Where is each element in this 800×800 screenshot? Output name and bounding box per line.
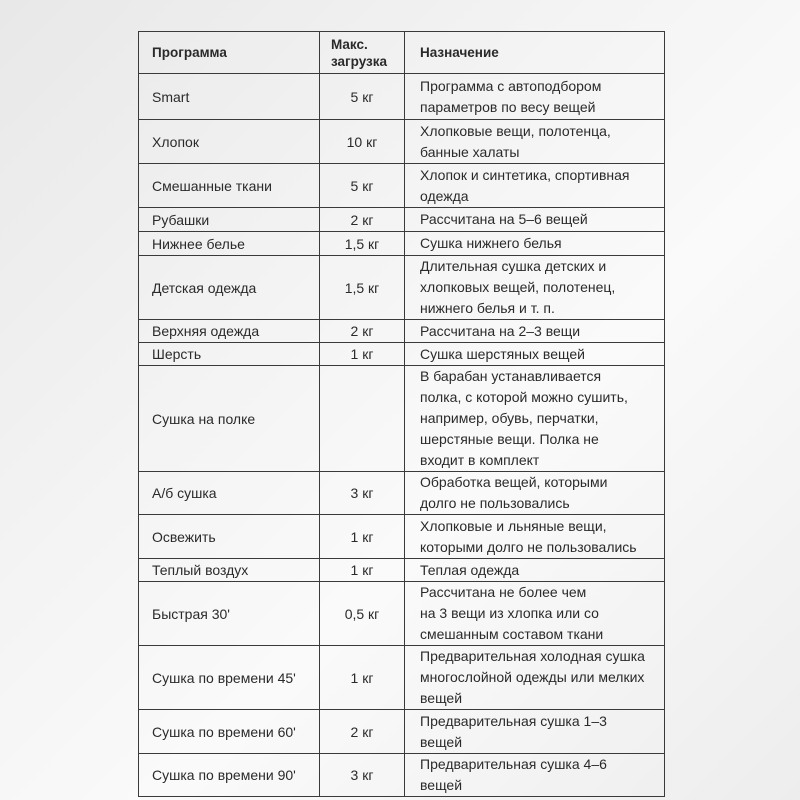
max-load: 1 кг [320, 646, 405, 710]
table-row [139, 646, 665, 710]
drying-programs-table [138, 31, 665, 797]
purpose [405, 710, 665, 754]
table-row [139, 208, 665, 232]
purpose-line: Длительная сушка детских и [420, 258, 607, 274]
header-purpose: Назначение [405, 32, 665, 74]
max-load: 2 кг [320, 710, 405, 754]
purpose [405, 646, 665, 710]
purpose [405, 320, 665, 343]
max-load: 1,5 кг [320, 256, 405, 320]
max-load: 3 кг [320, 754, 405, 797]
purpose-line: например, обувь, перчатки, [420, 410, 599, 426]
purpose-line: вещей [420, 777, 463, 793]
purpose-line: банные халаты [420, 143, 520, 160]
program-name: Нижнее белье [139, 232, 320, 256]
purpose-line: вещей [420, 690, 463, 706]
purpose-line: Сушка шерстяных вещей [420, 345, 585, 362]
purpose-line: Обработка вещей, которыми [420, 474, 608, 490]
purpose-line: входит в комплект [420, 452, 540, 468]
program-name: Рубашки [139, 208, 320, 232]
table-row [139, 232, 665, 256]
purpose-line: хлопковых вещей, полотенец, [420, 279, 616, 295]
program-name: Smart [139, 74, 320, 120]
purpose [405, 559, 665, 582]
purpose-line: нижнего белья и т. п. [420, 300, 555, 316]
table-row [139, 256, 665, 320]
table-row [139, 343, 665, 366]
program-name: Верхняя одежда [139, 320, 320, 343]
header-program: Программа [139, 32, 320, 74]
purpose [405, 472, 665, 515]
purpose-line: которыми долго не пользовались [420, 538, 637, 555]
purpose-line: шерстяные вещи. Полка не [420, 431, 599, 447]
table-row [139, 472, 665, 515]
purpose [405, 120, 665, 164]
table-row [139, 559, 665, 582]
max-load: 2 кг [320, 320, 405, 343]
max-load: 5 кг [320, 74, 405, 120]
purpose-line: Хлопковые вещи, полотенца, [420, 122, 611, 139]
program-name: Сушка на полке [139, 366, 320, 472]
max-load: 3 кг [320, 472, 405, 515]
table-row [139, 120, 665, 164]
purpose-line: смешанным составом ткани [420, 626, 604, 642]
program-name: Сушка по времени 90' [139, 754, 320, 797]
header-max-load [320, 32, 405, 74]
purpose-line: Теплая одежда [420, 561, 520, 578]
purpose-line: Предварительная холодная сушка [420, 648, 645, 664]
purpose-line: Рассчитана не более чем [420, 584, 587, 600]
purpose-line: полка, с которой можно сушить, [420, 389, 628, 405]
purpose-line: одежда [420, 187, 469, 204]
purpose [405, 164, 665, 208]
program-name: Шерсть [139, 343, 320, 366]
purpose [405, 754, 665, 797]
purpose [405, 515, 665, 559]
purpose-line: долго не пользовались [420, 495, 570, 511]
purpose [405, 256, 665, 320]
purpose [405, 582, 665, 646]
program-name: Быстрая 30' [139, 582, 320, 646]
table-row [139, 320, 665, 343]
table-row [139, 754, 665, 797]
purpose-line: на 3 вещи из хлопка или со [420, 605, 599, 621]
program-name: А/б сушка [139, 472, 320, 515]
purpose [405, 208, 665, 232]
purpose-line: параметров по весу вещей [420, 98, 596, 115]
max-load: 1 кг [320, 559, 405, 582]
purpose-line: Программа с автоподбором [420, 77, 602, 94]
program-name: Освежить [139, 515, 320, 559]
max-load: 1 кг [320, 343, 405, 366]
program-name: Хлопок [139, 120, 320, 164]
purpose-line: Предварительная сушка 1–3 [420, 712, 607, 729]
purpose [405, 232, 665, 256]
purpose-line: Хлопок и синтетика, спортивная [420, 166, 630, 183]
max-load [320, 366, 405, 472]
header-max-load-line2: загрузка [331, 53, 388, 69]
max-load: 10 кг [320, 120, 405, 164]
purpose-line: вещей [420, 733, 463, 750]
table-row [139, 366, 665, 472]
purpose-line: Рассчитана на 2–3 вещи [420, 322, 581, 339]
purpose [405, 343, 665, 366]
max-load: 0,5 кг [320, 582, 405, 646]
purpose-line: Рассчитана на 5–6 вещей [420, 211, 588, 227]
purpose-line: многослойной одежды или мелких [420, 669, 645, 685]
program-name: Теплый воздух [139, 559, 320, 582]
purpose-line: Хлопковые и льняные вещи, [420, 517, 607, 534]
program-name: Сушка по времени 60' [139, 710, 320, 754]
max-load: 5 кг [320, 164, 405, 208]
table-row [139, 164, 665, 208]
table-row [139, 515, 665, 559]
header-max-load-line1: Макс. [331, 36, 368, 52]
purpose-line: Предварительная сушка 4–6 [420, 756, 607, 772]
purpose-line: В барабан устанавливается [420, 368, 602, 384]
table-row [139, 582, 665, 646]
program-name: Детская одежда [139, 256, 320, 320]
programs-sheet [138, 31, 665, 797]
max-load: 1 кг [320, 515, 405, 559]
table-header-row [139, 32, 665, 74]
purpose [405, 74, 665, 120]
max-load: 2 кг [320, 208, 405, 232]
program-name: Сушка по времени 45' [139, 646, 320, 710]
table-row [139, 710, 665, 754]
program-name: Смешанные ткани [139, 164, 320, 208]
purpose [405, 366, 665, 472]
purpose-line: Сушка нижнего белья [420, 235, 562, 251]
max-load: 1,5 кг [320, 232, 405, 256]
table-row [139, 74, 665, 120]
